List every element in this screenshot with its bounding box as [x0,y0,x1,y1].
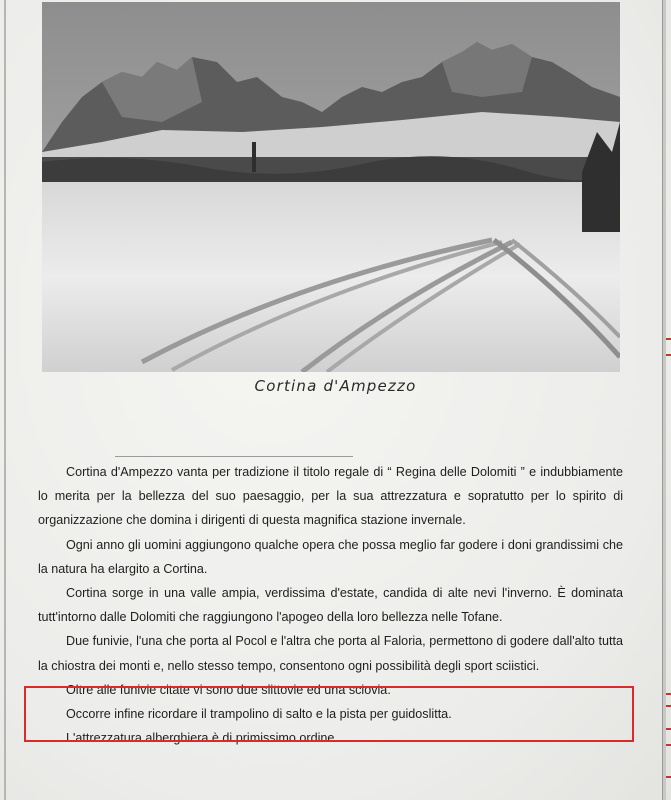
cortina-photo [42,2,620,372]
paragraph-regina-delle-dolomiti: Cortina d'Ampezzo vanta per tradizione il titolo regale di “ Regina delle Dolomiti ” e indubbiamente lo merita per la bellezza del suo paesaggio, per la sua attrezzatura e sopratutto per lo spirito di organizzazione che domina i dirigenti di questa magnifica stazione invernale. [38,465,623,528]
section-divider [115,456,353,457]
article-body [38,460,623,750]
margin-marks [666,0,671,800]
page-edge-left [4,0,6,800]
paragraph-funivie: Due funivie, l'una che porta al Pocol e l'altra che porta al Faloria, permettono di godere dall'alto tutta la chiostra dei monti e, nello stesso tempo, consentono ogni possibilità degli sport sciistici. [38,634,623,673]
paragraph-valle-ampia: Cortina sorge in una valle ampia, verdissima d'estate, candida di alte nevi l'inverno. È dominata tutt'intorno dalle Dolomiti che raggiungono l'apogeo della loro bellezza nelle Tofane. [38,586,623,625]
paragraph-trampolino: Occorre infine ricordare il trampolino di salto e la pista per guidoslitta. [66,707,452,722]
paragraph-ogni-anno: Ogni anno gli uomini aggiungono qualche opera che possa meglio far godere i doni grandissimi che la natura ha elargito a Cortina. [38,537,623,576]
photo-caption: Cortina d'Ampezzo [254,377,417,395]
paragraph-attrezzatura: L'attrezzatura alberghiera è di primissimo ordine. [66,731,338,746]
landscape-illustration [42,2,620,372]
paragraph-slittovie: Oltre alle funivie citate vi sono due slittovie ed una sciovia. [66,682,391,697]
